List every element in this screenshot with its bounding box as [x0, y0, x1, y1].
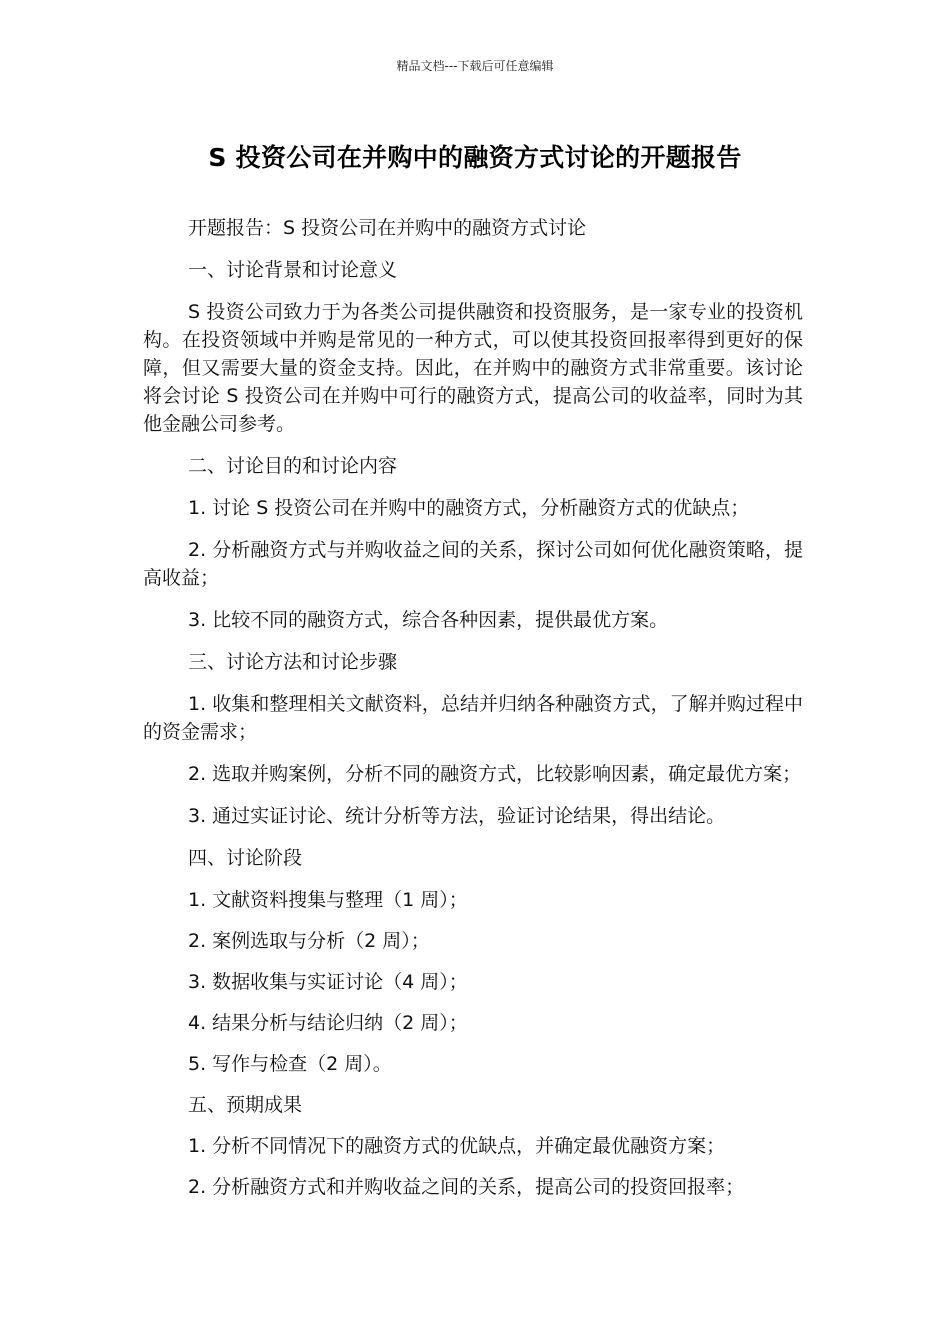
list-item-stage-5: 5. 写作与检查（2 周）。	[188, 1053, 392, 1075]
section-heading-objectives: 二、讨论目的和讨论内容	[188, 455, 398, 477]
list-item-objective-3: 3. 比较不同的融资方式，综合各种因素，提供最优方案。	[188, 609, 669, 631]
list-item-method-1: 1. 收集和整理相关文献资料，总结并归纳各种融资方式，了解并购过程中的资金需求；	[143, 693, 803, 743]
list-item-stage-3: 3. 数据收集与实证讨论（4 周）；	[188, 971, 468, 993]
list-item-outcome-1: 1. 分析不同情况下的融资方式的优缺点，并确定最优融资方案；	[188, 1135, 726, 1157]
list-item-method-2: 2. 选取并购案例，分析不同的融资方式，比较影响因素，确定最优方案；	[188, 763, 802, 785]
section-heading-background: 一、讨论背景和讨论意义	[188, 259, 398, 281]
section-heading-outcomes: 五、预期成果	[188, 1094, 303, 1116]
paragraph-background: S 投资公司致力于为各类公司提供融资和投资服务，是一家专业的投资机构。在投资领域中并购是常见的一种方式，可以使其投资回报率得到更好的保障，但又需要大量的资金支持。因此，在并购中的融资方式非常重要。该讨论将会讨论 S 投资公司在并购中可行的融资方式，提高公司的收益率，同时为其他金融公司参考。	[143, 301, 803, 435]
document-title: S 投资公司在并购中的融资方式讨论的开题报告	[208, 143, 742, 172]
list-item-method-3: 3. 通过实证讨论、统计分析等方法，验证讨论结果，得出结论。	[188, 805, 726, 827]
paragraph-subtitle: 开题报告：S 投资公司在并购中的融资方式讨论	[188, 217, 587, 239]
document-body	[143, 214, 803, 1214]
section-heading-stages: 四、讨论阶段	[188, 847, 303, 869]
section-heading-methods: 三、讨论方法和讨论步骤	[188, 651, 398, 673]
page-header-note: 精品文档---下载后可任意编辑	[396, 59, 554, 73]
list-item-stage-1: 1. 文献资料搜集与整理（1 周）；	[188, 889, 468, 911]
list-item-stage-4: 4. 结果分析与结论归纳（2 周）；	[188, 1012, 468, 1034]
list-item-objective-2: 2. 分析融资方式与并购收益之间的关系，探讨公司如何优化融资策略，提高收益；	[143, 539, 803, 589]
list-item-outcome-2: 2. 分析融资方式和并购收益之间的关系，提高公司的投资回报率；	[188, 1176, 745, 1198]
list-item-objective-1: 1. 讨论 S 投资公司在并购中的融资方式，分析融资方式的优缺点；	[188, 497, 750, 519]
list-item-stage-2: 2. 案例选取与分析（2 周）；	[188, 930, 430, 952]
